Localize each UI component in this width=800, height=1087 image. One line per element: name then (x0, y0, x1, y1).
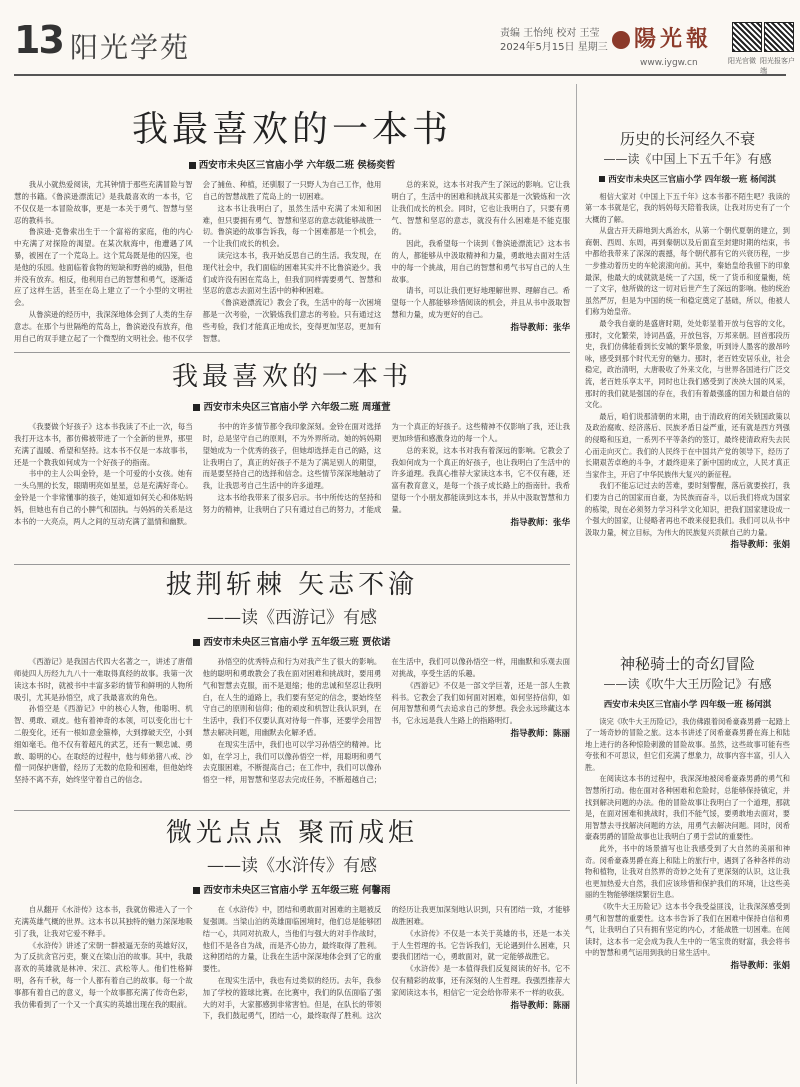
paragraph: 《水浒传》不仅是一本关于英雄的书，还是一本关于人生哲理的书。它告诉我们，无论遇到什么困难，只要我们团结一心，勇敢面对，就一定能够战胜它。 (391, 928, 570, 962)
paragraph: 鲁滨逊·克鲁索出生于一个富裕的家庭，他的内心中充满了对探险的渴望。在某次航海中，他遭遇了风暴，被困在了一个荒岛上。这个荒岛既是他的囚笼，也是他的乐园。他面临着食物的短缺和野兽的威胁，但他并没有放弃。相反，他利用自己的智慧和勇气，逐渐适应了这样生活，甚至在岛上建立了一个小型的文明社会。 (14, 227, 193, 308)
article (14, 570, 570, 786)
article-title: 我最喜欢的一本书 (131, 109, 452, 150)
paragraph: 读完这本书，我开始反思自己的生活。我发现，在现代社会中，我们面临的困难其实并不比鲁滨逊少。我们或许没有困在荒岛上，但我们同样需要勇气、智慧和坚忍的意志去面对生活中的种种困难。 (202, 250, 382, 296)
qr-code-icon[interactable] (732, 22, 762, 52)
side-article-title: 神秘骑士的奇幻冒险 (619, 655, 755, 673)
article-byline: 西安市未央区三官庙小学 六年级二班 周瑾萱 (14, 399, 570, 413)
article (14, 108, 570, 344)
article-subtitle: ——读《水浒传》有感 (207, 856, 377, 877)
article-title: 披荆斩棘 矢志不渝 (165, 570, 419, 600)
paragraph: 书中的主人公叫金铃，是一个可爱的小女孩。她有一头乌黑的长发，眼睛明亮如星星，总是充满好奇心。金铃是一个非常懂事的孩子，她知道如何关心和体贴妈妈，但她也有自己的小脾气和固执。与妈妈的关系是这本书的一大亮点，两人之间的互动充满了温情和幽默。 (14, 469, 193, 526)
paragraph: 在现实生活中，我也有过类似的经历。去年，我参加了学校的篮球比赛。在比赛中，我们的队伍面临了强大的对手，大家都感到非常害怕。但是，在队长的带领下，我们鼓起勇气，团结一心，最终取得了胜利。这次的经历让我更加深刻地认识到，只有团结一致，才能够战胜困难。 (202, 905, 570, 1021)
side-article-title: 历史的长河经久不衰 (619, 130, 755, 148)
article-body (14, 656, 570, 786)
paragraph: 在《水浒传》中，团结和勇敢面对困难的主题被反复强调。当梁山泊的英雄面临困境时，他们总是能够团结一心，共同对抗敌人，当他们与强大的对手作战时，他们不是各自为战，而是齐心协力，最终取得了胜利。这种团结的力量，让我在生活中深深地体会到了它的重要性。 (202, 905, 382, 974)
paragraph: 读完《吹牛大王历险记》，我仿佛跟着闵希豪森男爵一起踏上了一场奇妙的冒险之旅。这本书讲述了闵希豪森男爵在海上和陆地上进行的各种惊险刺激的冒险故事。虽然，这些故事可能有些夸张和不可思议，但它们充满了想象力，故事内容丰富，引人入胜。 (585, 716, 790, 772)
column-name: 阳光学苑 (70, 31, 191, 64)
teacher-credit: 指导教师：张华 (510, 517, 570, 528)
paragraph: 书中的许多情节都令我印象深刻。金铃在面对选择时，总是坚守自己的原则，不为外界所动。她的妈妈期望她成为一个优秀的孩子，但她却选择走自己的路，这让我明白了，真正的好孩子不是为了满足别人的期望，而是要坚持自己的选择和信念。这些情节深深地触动了我，让我思考自己生活中的许多道理。 (202, 422, 382, 491)
column-divider (576, 84, 577, 1084)
article-separator (14, 810, 570, 811)
paragraph: 相信大家对《中国上下五千年》这本书都不陌生吧？我读的第一本书就是它，我的妈妈每天陪着我读，让我对历史有了一个大概的了解。 (585, 191, 790, 224)
qr-label: 阳光报客户端 (760, 57, 795, 75)
paragraph: 总的来说，这本书对我产生了深远的影响。它让我明白了，生活中的困难和挑战其实都是一次锻炼和一次让我们成长的机会。同时，它也让我明白了，只要有勇气、智慧和坚忍的意志，就没有什么困难是不能克服的。 (391, 180, 570, 237)
paragraph: 最后，咱们说那清朝的末期，由于清政府的闭关锁国政策以及政治腐败、经济落后、民族矛盾日益严重，还有就是西方列强的侵略和压迫，一系列不平等条约的签订，最终使清政府失去民心而走向灭亡。我们的人民终于在中国共产党的领导下，经历了长期艰苦卓绝的斗争，才最终迎来了新中国的成立，人民才真正当家作主，开启了中华民族伟大复兴的新征程。 (585, 411, 790, 479)
paragraph: 《水浒传》讲述了宋朝一群被逼无奈的英雄好汉，为了反抗贪官污吏，聚义在梁山泊的故事。其中，我最喜欢的英雄就是林冲、宋江、武松等人。他们性格鲜明，各有千秋，每一个人都有着自己的故事。每一个故事都有着自己的意义，每一个故事都充满了传奇色彩，我仿佛看到了一个又一个真实的英雄出现在我的眼前。 (14, 940, 193, 1009)
sun-logo-icon (612, 31, 630, 49)
paragraph: 请书，可以让我们更好地理解世界、理解自己。希望每一个人都能够珍惜阅读的机会，并且从书中汲取智慧和力量，成为更好的自己。 (391, 286, 570, 319)
page-header (0, 0, 800, 75)
qr-label: 阳光官微 (728, 57, 756, 65)
paragraph: 从盘古开天辟地到大禹治水，从第一个朝代夏朝的建立，到商朝、西周、东周，再到秦朝以及后面直至封建时期的结束，书中都给我带来了深深的震撼，每个朝代都有它的兴衰历程，一步一步推动着历史的车轮滚滚向前。其中，秦始皇给我留下的印象最深，他最大的成就就是统一了六国，统一了货币和度量衡，统一了文字，他所做的这一切对后世产生了深远的影响。他的统治虽然严厉，但是为中国的统一和稳定奠定了基础，所以，他被人们称为始皇帝。 (585, 226, 790, 317)
paragraph: 在现实生活中，我们也可以学习孙悟空的精神。比如，在学习上，我们可以像孙悟空一样，用聪明和勇气去克服困难，不断提高自己；在工作中，我们可以像孙悟空一样，用智慧和坚忍去完成任务，不断超越自己；在生活中，我们可以像孙悟空一样，用幽默和乐观去面对挑战，享受生活的乐趣。 (202, 657, 570, 785)
side-article-subtitle: ——读《吹牛大王历险记》有感 (603, 676, 772, 691)
issue-date: 2024年5月15日 星期三 (500, 42, 608, 53)
paragraph: 孙悟空是《西游记》中的核心人物，他聪明、机智、勇敢、顽皮。他有着神奇的本领，可以变化出七十二般变化，还有一根如意金箍棒，大到撑破天空，小到细如毫毛。他不仅有着超凡的武艺，还有一颗忠诚、勇敢、聪明的心。在取经的过程中，他与师弟猪八戒、沙僧一同保护唐僧，经历了无数的危险和困难，但他始终坚持不离不弃，始终坚守着自己的信念。 (14, 704, 193, 785)
paragraph: 《西游记》不仅是一部文学巨著，还是一部人生教科书。它教会了我们如何面对困难，如何坚持信仰，如何用智慧和勇气去追求自己的梦想。我会永远珍藏这本书，它永远是我人生路上的指路明灯。 (391, 680, 570, 726)
side-article (585, 655, 790, 973)
paragraph: 《鲁滨逊漂流记》教会了我，生活中的每一次困境都是一次考验，一次锻炼我们意志的考验。只有通过这些考验，我们才能真正地成长，变得更加坚忍，更加有智慧。 (202, 298, 382, 343)
teacher-credit: 指导教师：张娟 (730, 960, 790, 971)
paragraph: 我从小就热爱阅读，尤其钟情于那些充满冒险与智慧的书籍。《鲁滨逊漂流记》是我最喜欢的一本书，它不仅仅是一本冒险故事，更是一本关于勇气、智慧与坚忍的教科书。 (14, 180, 193, 225)
side-article (585, 130, 790, 552)
article-body (14, 179, 570, 344)
teacher-credit: 指导教师：陈丽 (510, 728, 570, 739)
article-body (14, 421, 570, 529)
paragraph: 《我要做个好孩子》这本书我读了不止一次，每当我打开这本书，都仿佛被带进了一个全新的世界，那里充满了温暖、希望和坚持。这本书不仅是一本故事书，还是一个教我如何成为一个好孩子的指南。 (14, 422, 193, 467)
side-article-byline: 西安市未央区三官庙小学 四年级一班 杨闰淇 (603, 699, 772, 710)
article-title: 微光点点 聚而成炬 (165, 818, 419, 848)
newspaper-logo (612, 22, 712, 53)
paragraph: 最令我自豪的是盛唐时期，处处彰显着开放与包容的文化，那时，文化繁荣，诗词昌盛，开放包容，万邦来朝。回首那段历史，我们仿佛能看到长安城的繁华景象，听到诗人墨客的激昂吟咏，感受到那个时代无穷的魅力。那时，老百姓安居乐业，社会稳定，政治清明，大唐吸收了外来文化，与世界各国进行广泛交流，老百姓乐享太平，同时也让我们感受到了泱泱大国的风采，那时的我们就是强国的存在，我们有着最强盛的国力和最自信的文化。 (585, 319, 790, 410)
paragraph: 从鲁滨逊的经历中，我深深地体会到了人类的生存意志。在那个与世隔绝的荒岛上，鲁滨逊没有放弃，他用自己的双手建立起了一个微型的文明社会。他不仅学会了捕鱼、种植，还驯服了一只野人为自己工作，他用自己的智慧战胜了荒岛上的一切困难。 (14, 180, 382, 343)
paragraph: 自从翻开《水浒传》这本书，我就仿佛进入了一个充满英雄气概的世界。这本书以其独特的魅力深深地吸引了我，让我对它爱不释手。 (14, 905, 193, 938)
side-article-body (585, 191, 790, 552)
paragraph: 这本书给我带来了很多启示。书中所传达的坚持和努力的精神，让我明白了只有通过自己的努力，才能成为一个真正的好孩子。这些精神不仅影响了我，还让我更加珍惜和感激身边的每一个人。 (202, 422, 570, 514)
qr-code-icon[interactable] (764, 22, 794, 52)
article-title: 我最喜欢的一本书 (171, 362, 412, 392)
logo-text: 陽光報 (634, 27, 713, 52)
teacher-credit: 指导教师：陈丽 (510, 1000, 570, 1011)
article-separator (14, 352, 570, 353)
article (14, 818, 570, 1022)
page-number: 13 (14, 18, 63, 62)
paragraph: 《水浒传》是一本值得我们反复阅读的好书。它不仅有精彩的故事，还有深刻的人生哲理。我强烈推荐大家阅读这本书，相信它一定会给你带来不一样的收获。 (391, 964, 570, 997)
article (14, 362, 570, 529)
article-separator (14, 564, 570, 565)
teacher-credit: 指导教师：张娟 (730, 540, 790, 551)
article-body (14, 904, 570, 1022)
paragraph: 总的来说，这本书对我有着深远的影响。它教会了我如何成为一个真正的好孩子，也让我明白了生活中的许多道理。我真心推荐大家读这本书，它不仅有趣，还富有教育意义，是每一个孩子成长路上的指南针。我希望每一个小朋友都能读到这本书，并从中汲取智慧和力量。 (391, 445, 570, 514)
side-article-subtitle: ——读《中国上下五千年》有感 (603, 151, 772, 166)
paragraph: 《西游记》是我国古代四大名著之一，讲述了唐僧师徒四人历经九九八十一难取得真经的故事。我第一次读这本书时，就被书中丰富多彩的情节和鲜明的人物所吸引，尤其是孙悟空，成了我最喜欢的角色。 (14, 657, 193, 702)
paragraph: 我们不能忘记过去的苦难，要时刻警醒，落后就要挨打，我们要为自己的国家而自豪，为民族而奋斗，以后我们将成为国家的栋梁，现在必须努力学习科学文化知识，把我们国家建设成一个强大的国家，让侵略者再也不敢来侵犯我们。我们可以从书中汲取力量，树立目标，为伟大的民族复兴贡献自己的力量。 (585, 481, 790, 537)
paragraph: 此外，书中的场景描写也让我感受到了大自然的美丽和神奇。闵希豪森男爵在海上和陆上的旅行中，遇到了各种各样的动物和植物，让我对自然界的奇妙之处有了更深刻的认识，这让我也更加热爱大自然，我们应该珍惜和保护我们的环境，让这些美丽的生物能够继续繁衍生息。 (585, 844, 790, 900)
paragraph: 在阅读这本书的过程中，我深深地被闵希豪森男爵的勇气和智慧所打动。他在面对各种困难和危险时，总能够保持镇定，并找到解决问题的办法。他的冒险故事让我明白了一个道理，那就是，在面对困难和挑战时，我们不能气馁，要勇敢地去面对，要用智慧去寻找解决问题的方法，用勇气去解决问题。同时，闵希豪森男爵的冒险故事也让我明白了勇于尝试的重要性。 (585, 774, 790, 842)
paragraph: 这本书让我明白了，虽然生活中充满了未知和困难，但只要拥有勇气、智慧和坚忍的意志就能够战胜一切。鲁滨逊的故事告诉我，每一个困难都是一个机会，一个让我们成长的机会。 (202, 203, 382, 249)
paragraph: 因此，我希望每一个读到《鲁滨逊漂流记》这本书的人，都能够从中汲取精神和力量，勇敢地去面对生活中的每一个挑战，用自己的智慧和勇气书写自己的人生故事。 (391, 239, 570, 284)
teacher-credit: 指导教师：张华 (510, 322, 570, 333)
side-article-byline: 西安市未央区三官庙小学 四年级一班 杨闰淇 (585, 173, 790, 185)
header-rule (14, 74, 786, 76)
side-article-body (585, 716, 790, 973)
article-byline: 西安市未央区三官庙小学 五年级三班 贾依诺 (14, 634, 570, 648)
article-subtitle: ——读《西游记》有感 (207, 608, 377, 629)
editor-credits: 责编 王怡纯 校对 王莹 (500, 28, 600, 39)
article-byline: 西安市未央区三官庙小学 六年级二班 侯杨奕哲 (14, 157, 570, 171)
paragraph: 《吹牛大王历险记》这本书令我受益匪浅，让我深深感受到勇气和智慧的重要性。这本书告诉了我们在困难中保持自信和勇气，让我明白了只有拥有坚定的内心，才能战胜一切困难。在阅读时，这本书一定会成为我人生中的一笔宝贵的财富，我会将书中的智慧和勇气运用到我的日常生活中。 (585, 902, 790, 958)
article-byline: 西安市未央区三官庙小学 五年级三班 何馨雨 (14, 882, 570, 896)
paragraph: 孙悟空的优秀特点和行为对我产生了很大的影响。他的聪明和勇敢教会了我在面对困难和挑战时，要用勇气和智慧去克服，而不是退缩；他的忠诚和坚忍让我明白，在人生的道路上，我们要有坚定的信念，要始终坚守自己的原则和信仰；他的顽皮和机智让我认识到，在生活中，我们不仅要认真对待每一件事，还要学会用智慧去解决问题，用幽默去化解矛盾。 (202, 657, 382, 737)
site-url[interactable]: www.iygw.cn (640, 58, 698, 68)
